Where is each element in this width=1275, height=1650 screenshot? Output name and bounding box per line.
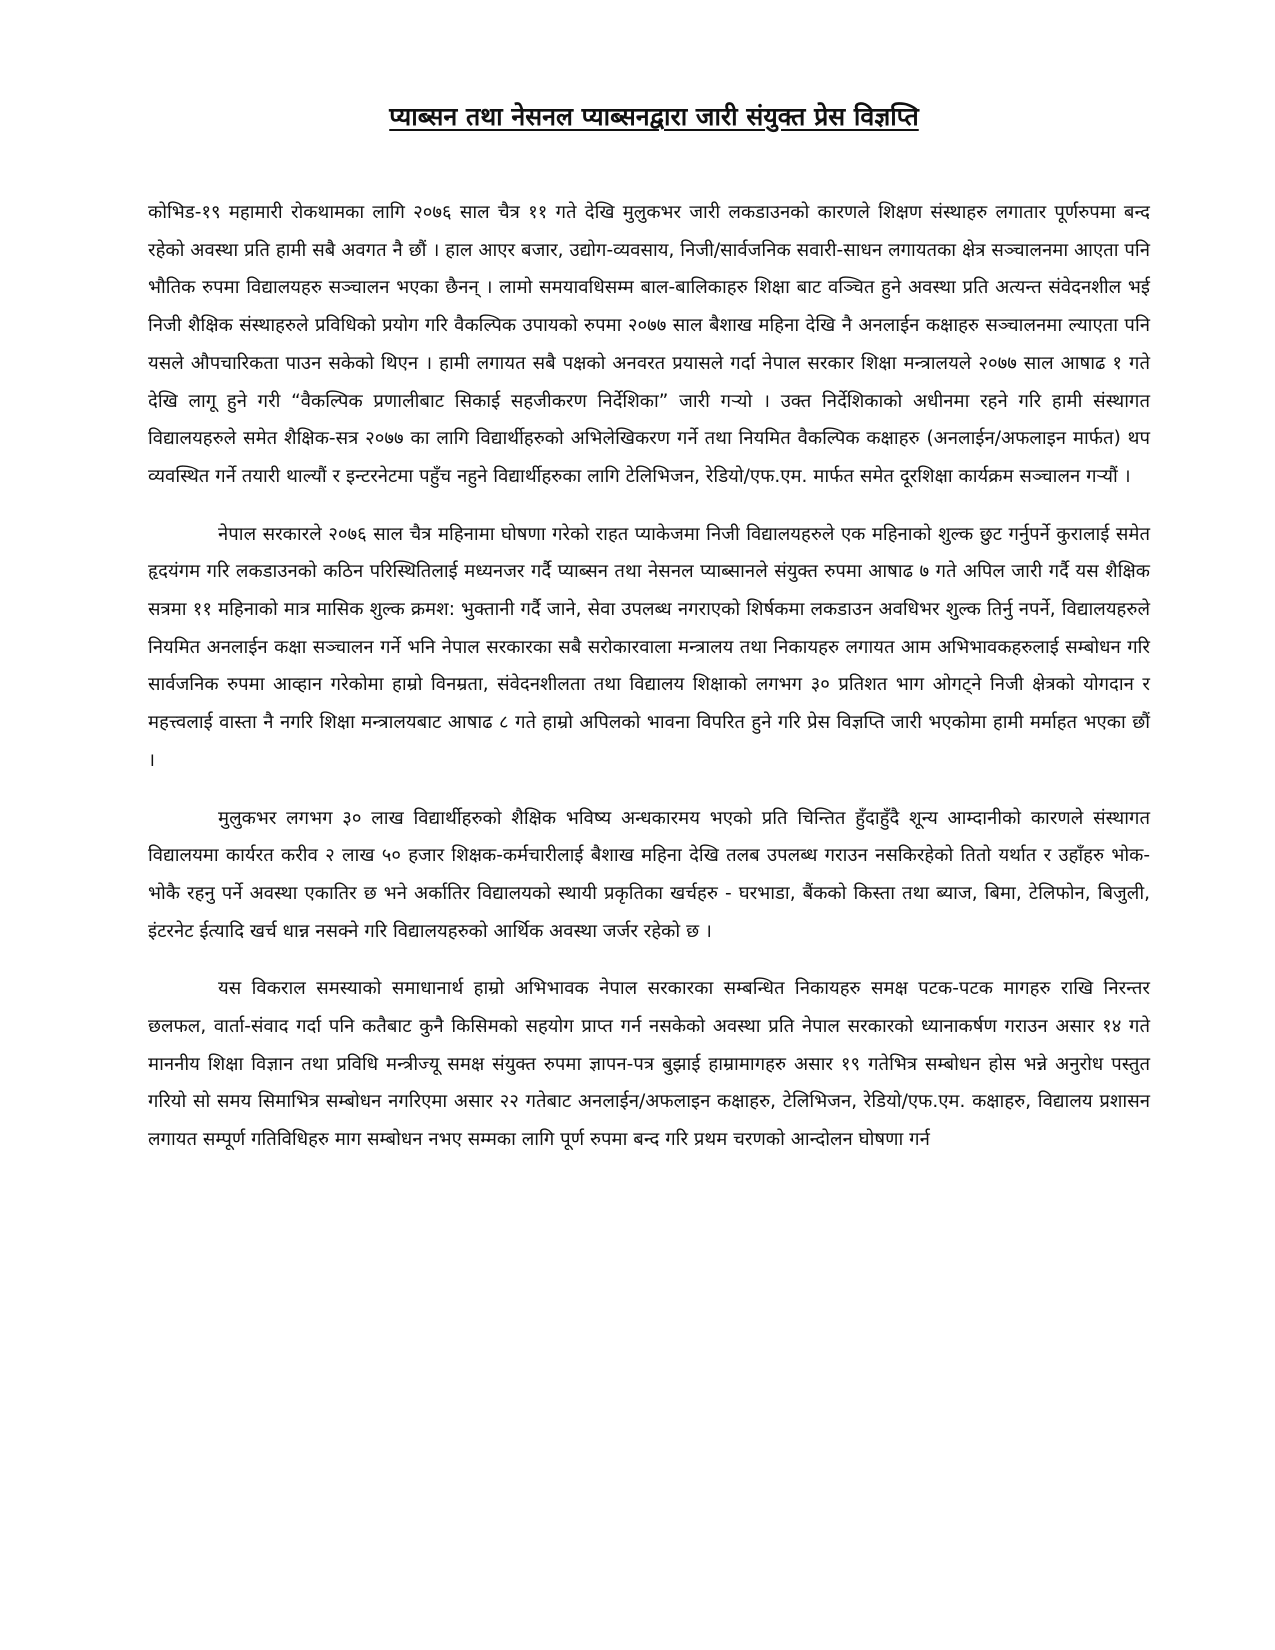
- paragraph-1: कोभिड-१९ महामारी रोकथामका लागि २०७६ साल चैत्र ११ गते देखि मुलुकभर जारी लकडाउनको कारणले शिक्षण संस्थाहरु लगातार पूर्णरुपमा बन्द रहेको अवस्था प्रति हामी सबै अवगत नै छौं । हाल आएर बजार, उद्योग-व्यवसाय, निजी/सार्वजनिक सवारी-साधन लगायतका क्षेत्र सञ्चालनमा आएता पनि भौतिक रुपमा विद्यालयहरु सञ्चालन भएका छैनन् । लामो समयावधिसम्म बाल-बालिकाहरु शिक्षा बाट वञ्चित हुने अवस्था प्रति अत्यन्त संवेदनशील भई निजी शैक्षिक संस्थाहरुले प्रविधिको प्रयोग गरि वैकल्पिक उपायको रुपमा २०७७ साल बैशाख महिना देखि नै अनलाईन कक्षाहरु सञ्चालनमा ल्याएता पनि यसले औपचारिकता पाउन सकेको थिएन । हामी लगायत सबै पक्षको अनवरत प्रयासले गर्दा नेपाल सरकार शिक्षा मन्त्रालयले २०७७ साल आषाढ १ गते देखि लागू हुने गरी “वैकल्पिक प्रणालीबाट सिकाई सहजीकरण निर्देशिका” जारी गर्‍यो । उक्त निर्देशिकाको अधीनमा रहने गरि हामी संस्थागत विद्यालयहरुले समेत शैक्षिक-सत्र २०७७ का लागि विद्यार्थीहरुको अभिलेखिकरण गर्ने तथा नियमित वैकल्पिक कक्षाहरु (अनलाईन/अफलाइन मार्फत) थप व्यवस्थित गर्ने तयारी थाल्यौं र इन्टरनेटमा पहुँच नहुने विद्यार्थीहरुका लागि टेलिभिजन, रेडियो/एफ.एम. मार्फत समेत दूरशिक्षा कार्यक्रम सञ्चालन गर्‍यौं ।: [148, 202, 1150, 487]
- paragraph-gap: [148, 780, 1150, 800]
- paragraph-4: यस विकराल समस्याको समाधानार्थ हाम्रो अभिभावक नेपाल सरकारका सम्बन्धित निकायहरु समक्ष पटक-पटक मागहरु राखि निरन्तर छलफल, वार्ता-संवाद गर्दा पनि कतैबाट कुनै किसिमको सहयोग प्राप्त गर्न नसकेको अवस्था प्रति नेपाल सरकारको ध्यानाकर्षण गराउन असार १४ गते माननीय शिक्षा विज्ञान तथा प्रविधि मन्त्रीज्यू समक्ष संयुक्त रुपमा ज्ञापन-पत्र बुझाई हाम्रामागहरु असार १९ गतेभित्र सम्बोधन होस भन्ने अनुरोध पस्तुत गरियो सो समय सिमाभित्र सम्बोधन नगरिएमा असार २२ गतेबाट अनलाईन/अफलाइन कक्षाहरु, टेलिभिजन, रेडियो/एफ.एम. कक्षाहरु, विद्यालय प्रशासन लगायत सम्पूर्ण गतिविधिहरु माग सम्बोधन नभए सम्मका लागि पूर्ण रुपमा बन्द गरि प्रथम चरणको आन्दोलन घोषणा गर्न: [148, 978, 1150, 1151]
- paragraph-gap: [148, 950, 1150, 970]
- paragraph-3: मुलुकभर लगभग ३० लाख विद्यार्थीहरुको शैक्षिक भविष्य अन्धकारमय भएको प्रति चिन्तित हुँदाहुँदै शून्य आम्दानीको कारणले संस्थागत विद्यालयमा कार्यरत करीव २ लाख ५० हजार शिक्षक-कर्मचारीलाई बैशाख महिना देखि तलब उपलब्ध गराउन नसकिरहेको तितो यर्थात र उहाँहरु भोक-भोकै रहनु पर्ने अवस्था एकातिर छ भने अर्कातिर विद्यालयको स्थायी प्रकृतिका खर्चहरु - घरभाडा, बैंकको किस्ता तथा ब्याज, बिमा, टेलिफोन, बिजुली, इंटरनेट ईत्यादि खर्च धान्न नसक्ने गरि विद्यालयहरुको आर्थिक अवस्था जर्जर रहेको छ ।: [148, 807, 1150, 942]
- paragraph-2: नेपाल सरकारले २०७६ साल चैत्र महिनामा घोषणा गरेको राहत प्याकेजमा निजी विद्यालयहरुले एक महिनाको शुल्क छुट गर्नुपर्ने कुरालाई समेत हृदयंगम गरि लकडाउनको कठिन परिस्थितिलाई मध्यनजर गर्दै प्याब्सन तथा नेसनल प्याब्सानले संयुक्त रुपमा आषाढ ७ गते अपिल जारी गर्दै यस शैक्षिक सत्रमा ११ महिनाको मात्र मासिक शुल्क क्रमश: भुक्तानी गर्दै जाने, सेवा उपलब्ध नगराएको शिर्षकमा लकडाउन अवधिभर शुल्क तिर्नु नपर्ने, विद्यालयहरुले नियमित अनलाईन कक्षा सञ्चालन गर्ने भनि नेपाल सरकारका सबै सरोकारवाला मन्त्रालय तथा निकायहरु लगायत आम अभिभावकहरुलाई सम्बोधन गरि सार्वजनिक रुपमा आव्हान गरेकोमा हाम्रो विनम्रता, संवेदनशीलता तथा विद्यालय शिक्षाको लगभग ३० प्रतिशत भाग ओगट्ने निजी क्षेत्रको योगदान र महत्त्वलाई वास्ता नै नगरि शिक्षा मन्त्रालयबाट आषाढ ८ गते हाम्रो अपिलको भावना विपरित हुने गरि प्रेस विज्ञप्ति जारी भएकोमा हामी मर्माहत भएका छौं ।: [148, 523, 1150, 771]
- press-release-title: प्याब्सन तथा नेसनल प्याब्सनद्वारा जारी संयुक्त प्रेस विज्ञप्ति: [389, 102, 919, 131]
- paragraph-gap: [148, 496, 1150, 516]
